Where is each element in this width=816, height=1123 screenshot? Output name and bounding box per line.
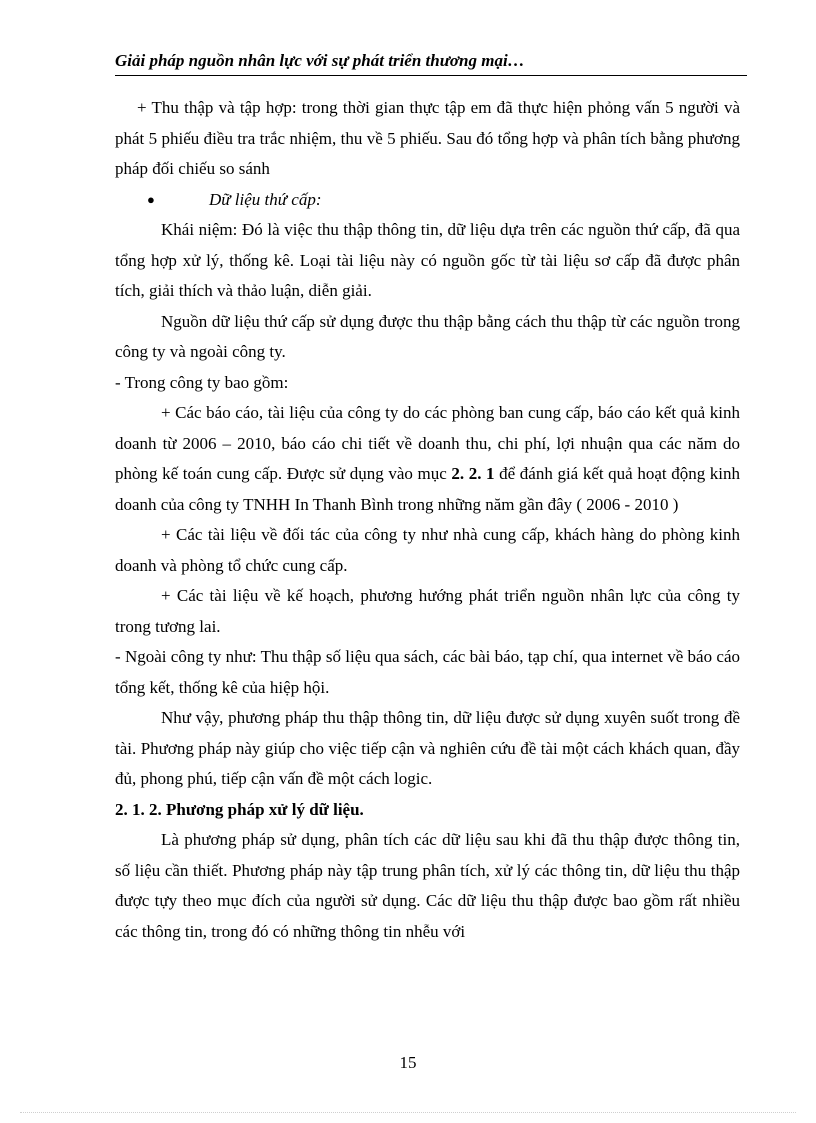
paragraph-summary: Như vậy, phương pháp thu thập thông tin, dữ liệu được sử dụng xuyên suốt trong đề tài. Phương pháp này giúp cho việc tiếp cận và nghiên cứu đề tài một cách khách quan, đầy đủ, phong phú, tiếp cận vấn đề một cách logic.: [115, 708, 740, 788]
paragraph-processing: Là phương pháp sử dụng, phân tích các dữ liệu sau khi đã thu thập được thông tin, số liệu cần thiết. Phương pháp này tập trung phân tích, xử lý các thông tin, dữ liệu thu thập được tựy theo mục đích của người sử dụng. Các dữ liệu thu thập được bao gồm rất nhiều các thông tin, trong đó có những thông tin nhễu với: [115, 830, 740, 941]
section-reference: 2. 2. 1: [451, 464, 495, 483]
page-bottom-divider: [20, 1112, 796, 1113]
page-number: 15: [399, 1053, 417, 1072]
reports-text-a: + Các báo cáo, tài liệu của công ty do các phòng ban cung cấp, báo cáo kết quả kinh doanh từ 2006 – 2010, báo cáo chi tiết về doanh thu, chi phí, lợi nhuận qua các năm do phòng kế toán cung cấp. Được sử dụng vào mục: [115, 403, 740, 483]
paragraph-reports: [115, 398, 740, 520]
paragraph-external-sources: - Ngoài công ty như: Thu thập số liệu qua sách, các bài báo, tạp chí, qua internet về báo cáo tổng kết, thống kê của hiệp hội.: [115, 647, 740, 697]
running-header: Giải pháp nguồn nhân lực với sự phát triển thương mại…: [115, 48, 747, 76]
paragraph-concept: Khái niệm: Đó là việc thu thập thông tin, dữ liệu dựa trên các nguồn thứ cấp, đã qua tổng hợp xử lý, thống kê. Loại tài liệu này có nguồn gốc từ tài liệu sơ cấp đã được phân tích, giải thích và thảo luận, diễn giải.: [115, 220, 740, 300]
document-body: [115, 93, 740, 947]
paragraph-partners: + Các tài liệu về đối tác của công ty như nhà cung cấp, khách hàng do phòng kinh doanh và phòng tổ chức cung cấp.: [115, 525, 740, 575]
paragraph-plans: + Các tài liệu về kế hoạch, phương hướng phát triển nguồn nhân lực của công ty trong tương lai.: [115, 586, 740, 636]
section-heading: 2. 1. 2. Phương pháp xử lý dữ liệu.: [115, 799, 364, 819]
bullet-label: Dữ liệu thứ cấp:: [209, 189, 322, 209]
reports-text-b: để đánh giá kết quả hoạt động kinh doanh của công ty TNHH In Thanh Bình trong những năm gần đây ( 2006 - 2010 ): [115, 464, 741, 514]
bullet-icon: ●: [147, 191, 155, 207]
paragraph-source: Nguồn dữ liệu thứ cấp sử dụng được thu thập bằng cách thu thập từ các nguồn trong công ty và ngoài công ty.: [115, 311, 740, 361]
paragraph-interview-collection: + Thu thập và tập hợp: trong thời gian thực tập em đã thực hiện phỏng vấn 5 người và phát 5 phiếu điều tra trắc nhiệm, thu về 5 phiếu. Sau đó tổng hợp và phân tích bằng phương pháp đối chiếu so sánh: [115, 98, 740, 178]
bullet-secondary-data: [115, 185, 740, 216]
paragraph-internal-sources: - Trong công ty bao gồm:: [115, 372, 289, 392]
